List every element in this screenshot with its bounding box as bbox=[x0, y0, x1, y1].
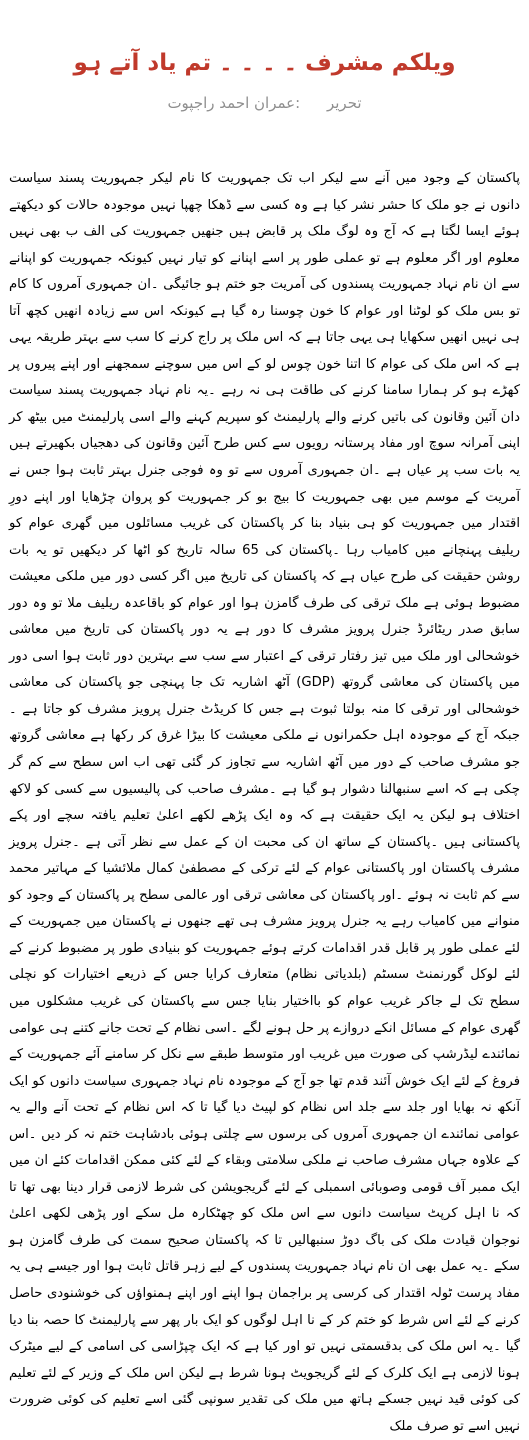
byline-author: :عمران احمد راجپوت bbox=[167, 94, 301, 112]
byline-label: تحریر bbox=[326, 94, 362, 112]
byline bbox=[0, 92, 529, 114]
article-title bbox=[0, 46, 529, 80]
article-body bbox=[9, 166, 520, 1440]
article-paragraph: پاکستان کے وجود میں آنے سے لیکر اب تک جمہوریت کا نام لیکر جمہوریت پسند سیاست دانوں نے جو ملک کا حشر نشر کیا ہے وہ کسی سے ڈھکا چھپا نہیں موجودہ حالات کو دیکھتے ہوئے ایسا لگتا ہے کہ آج وہ لوگ ملک پر قابض ہیں جنھیں جمہوریت کی الف ب بھی نہیں معلوم اور اگر معلوم ہے تو عملی طور پر اسے اپنانے کو تیار نہیں کیونکہ جمہوریت کو اپنانے سے ان نام نہاد جمہوریت پسندوں کی آمریت جو ختم ہو جائیگی ۔ان جمہوری آمروں کا کام تو بس ملک کو لوٹنا اور عوام کا خون چوسنا رہ گیا ہے کیونکہ اس سے زیادہ انھیں کچھ آتا ہی نہیں انھیں سکھایا ہی یہی جاتا ہے کہ اس ملک پر راج کرنے کا سب سے بہتر طریقہ یہی ہے کہ اس ملک کی عوام کا اتنا خون چوس لو کے اس میں سوچنے سمجھنے اور اپنے پیروں پر کھڑے ہو کر ہمارا سامنا کرنے کی طاقت ہی نہ رہے ۔یہ نام نہاد جمہوریت پسند سیاست دان آئین وقانون کی باتیں کرنے والے پارلیمنٹ کو سپریم کہنے والے اسی پارلیمنٹ میں بیٹھ کر اپنی آمرانہ سوچ اور مفاد پرستانہ رویوں سے کس طرح آئین وقانون کی دھجیاں بکھیرتے ہیں یہ بات سب پر عیاں ہے ۔ان جمہوری آمروں سے تو وہ فوجی جنرل بہتر ثابت ہوا جس نے آمریت کے موسم میں بھی جمہوریت کا بیج بو کر جمہوریت کو پروان چڑھایا اور اپنے دورِ اقتدار میں جمہوریت کو ہی بنیاد بنا کر پاکستان کی غریب مسائلوں میں گھری عوام کو ریلیف پہنچانے میں کامیاب رہا ۔پاکستان کی 65 سالہ تاریخ کو اٹھا کر دیکھیں تو یہ بات روشن حقیقت کی طرح عیاں ہے کہ پاکستان کی تاریخ میں اگر کسی دور میں ملکی معیشت مضبوط ہوئی ہے ملک ترقی کی طرف گامزن ہوا اور عوام کو باقاعدہ ریلیف ملا تو وہ دور سابق صدر ریٹائرڈ جنرل پرویز مشرف کا دور ہے یہ دور پاکستان کی تاریخ میں معاشی خوشحالی اور ملک میں تیز رفتار ترقی کے اعتبار سے سب سے بہترین دور ثابت ہوا اسی دور میں پاکستان کی معاشی گروتھ (GDP) آٹھ اشاریہ تک جا پہنچی جو پاکستان کی معاشی خوشحالی اور ترقی کا منہ بولتا ثبوت ہے جس کا کریڈٹ جنرل پرویز مشرف کو جاتا ہے ۔جبکہ آج کے موجودہ اہل حکمرانوں نے ملکی معیشت کا بیڑا غرق کر رکھا ہے معاشی گروتھ جو مشرف صاحب کے دور میں آٹھ اشاریہ سے تجاوز کر گئی تھی اب اس سطح سے کم گر چکی ہے کہ اسے سنبھالنا دشوار ہو گیا ہے ۔مشرف صاحب کی پالیسیوں سے کسی کو لاکھ اختلاف ہو لیکن یہ ایک حقیقت ہے کہ وہ ایک پڑھے لکھے اعلیٰ تعلیم یافتہ سچے اور پکے پاکستانی ہیں ۔پاکستان کے ساتھ ان کی محبت ان کے عمل سے نظر آتی ہے ۔جنرل پرویز مشرف پاکستان اور پاکستانی عوام کے لئے ترکی کے مصطفیٰ کمال ملائشیا کے مہاتیر محمد سے کم ثابت نہ ہوئے ۔اور پاکستان کی معاشی ترقی اور عالمی سطح پر پاکستان کے وجود کو منوانے میں کامیاب رہے یہ جنرل پرویز مشرف ہی تھے جنھوں نے پاکستان میں جمہوریت کے لئے عملی طور پر قابل قدر اقدامات کرتے ہوئے جمہوریت کو بنیادی طور پر مضبوط کرنے کے لئے لوکل گورنمنٹ سسٹم (بلدیاتی نظام) متعارف کرایا جس کے ذریعے اختیارات کو نچلی سطح تک لے جاکر غریب عوام کو بااختیار بنایا جس سے پاکستان کی غریب مشکلوں میں گھری عوام کے مسائل انکے دروازے پر حل ہونے لگے ۔اسی نظام کے تحت جانے کتنے ہی عوامی نمائندے لیڈرشپ کی صورت میں غریب اور متوسط طبقے سے نکل کر سامنے آئے جمہوریت کے فروغ کے لئے ایک خوش آئند قدم تھا جو آج کے موجودہ نام نہاد جمہوری سیاست دانوں کو ایک آنکھ نہ بھایا اور جلد سے جلد اس نظام کو لپیٹ دیا گیا تا کہ اس نظام کے تحت آنے والے یہ عوامی نمائندے ان جمہوری آمروں کی برسوں سے چلتی ہوئی بادشاہت ختم نہ کر دیں ۔اس کے علاوہ جہاں مشرف صاحب نے ملکی سلامتی وبقاء کے لئے کئی ممکن اقدامات کئے ان میں ایک ممبر آف قومی وصوبائی اسمبلی کے لئے گریجویشن کی شرط لازمی قرار دینا بھی تھا تا کہ نا اہل کرپٹ سیاست دانوں سے اس ملک کو چھٹکارہ مل سکے اور پڑھی لکھی اعلیٰ نوجوان قیادت ملک کی باگ دوڑ سنبھالیں تا کہ پاکستان صحیح سمت کی طرف گامزن ہو سکے ۔یہ عمل بھی ان نام نہاد جمہوریت پسندوں کے لیے زہر قاتل ثابت ہوا اور جیسے ہی یہ مفاد پرست ٹولہ اقتدار کی کرسی پر براجمان ہوا اپنے اور اپنے ہمنواؤں کی خوشنودی حاصل کرنے کے لئے اس شرط کو ختم کر کے نا اہل لوگوں کو ایک بار پھر سے پارلیمنٹ کا حصہ بنا دیا گیا ۔یہ اس ملک کی بدقسمتی نہیں تو اور کیا ہے کہ ایک چپڑاسی کی اسامی کے لیے میٹرک ہونا لازمی ہے ایک کلرک کے لئے گریجویٹ ہونا شرط ہے لیکن اس ملک کے وزیر کے لئے تعلیم کی کوئی قید نہیں جسکے ہاتھ میں ملک کی تقدیر سونپی گئی اسے تعلیم کی کوئی ضرورت نہیں اسے تو صرف ملک bbox=[9, 171, 520, 1434]
article-title-text: ویلکم مشرف ۔ ۔ ۔ ۔ تم یاد آتے ہو bbox=[73, 50, 456, 76]
